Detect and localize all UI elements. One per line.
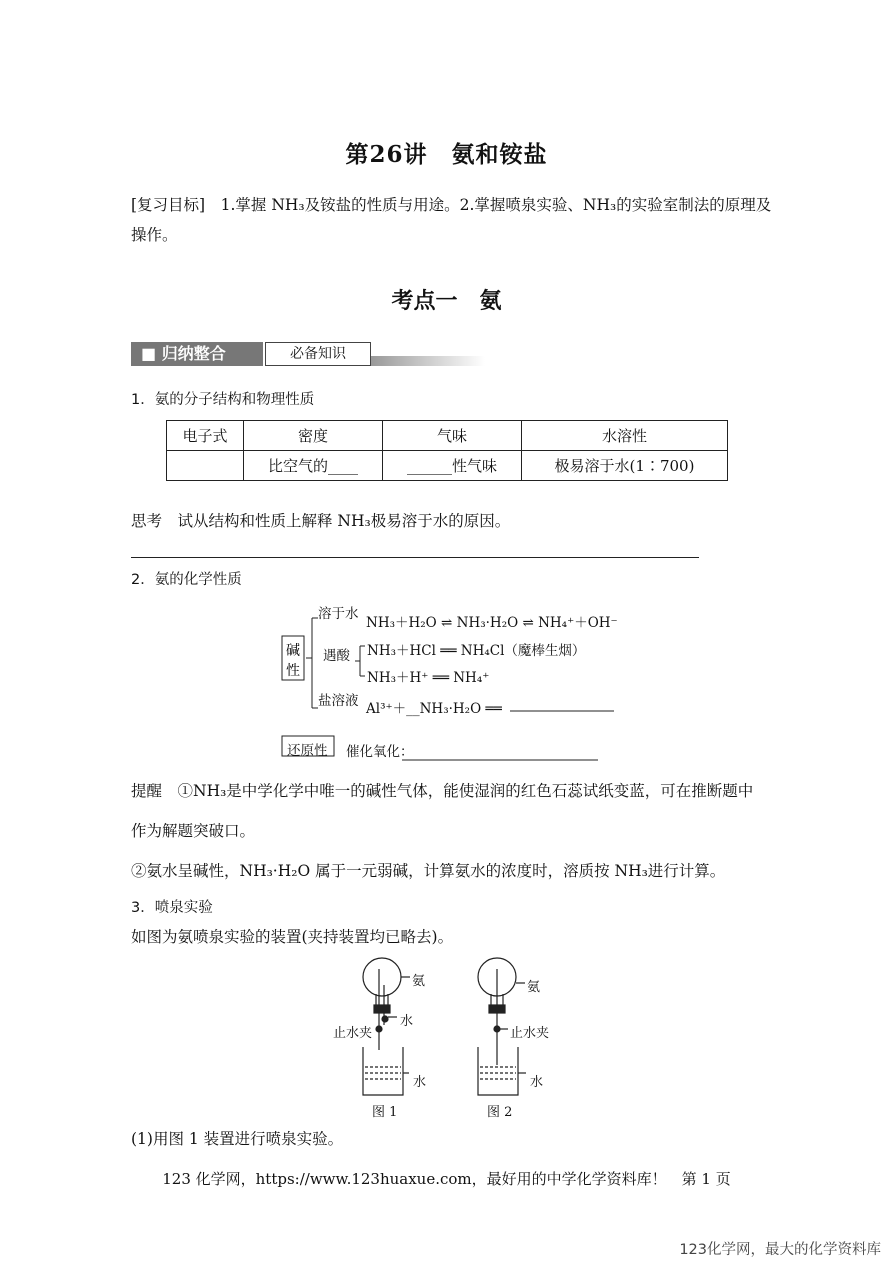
objective-line1	[131, 192, 771, 218]
page-footer: 123 化学网，https://www.123huaxue.com，最好用的中学化学资料库！ 第 1 页	[162, 1170, 731, 1188]
fig2-water-bottom-label: 水	[530, 1075, 544, 1090]
basic-char-1: 碱	[286, 643, 300, 659]
fig1-water-bottom-label: 水	[413, 1075, 427, 1090]
b3-label: 盐溶液	[318, 693, 359, 709]
page-title: 第26讲 氨和铵盐	[345, 141, 548, 168]
answer-line	[131, 557, 699, 558]
reducing-label: 还原性	[287, 743, 328, 759]
fig1-water-top-label: 水	[400, 1014, 414, 1029]
b2-label: 遇酸	[323, 648, 350, 664]
section-title: 考点一 氨	[391, 288, 502, 314]
td-density: 比空气的____	[244, 451, 383, 481]
item3-intro: 如图为氨喷泉实验的装置(夹持装置均已略去)。	[131, 928, 454, 946]
objective-text: 1.掌握 NH₃及铵盐的性质与用途。2.掌握喷泉实验、NH₃的实验室制法的原理及	[220, 196, 772, 214]
th-electron: 电子式	[167, 421, 244, 451]
banner-fade	[371, 356, 485, 366]
b2a-equation: NH₃＋HCl ══ NH₄Cl（魔棒生烟）	[367, 643, 586, 659]
item3-heading: 3．喷泉实验	[131, 900, 213, 916]
reminder-line1: 提醒 ①NH₃是中学化学中唯一的碱性气体，能使湿润的红色石蕊试纸变蓝，可在推断题中	[131, 782, 754, 800]
beaker-2	[478, 1047, 518, 1095]
think-text: 思考 试从结构和性质上解释 NH₃极易溶于水的原因。	[131, 512, 511, 530]
reminder-line3: ②氨水呈碱性，NH₃·H₂O 属于一元弱碱，计算氨水的浓度时，溶质按 NH₃进行计算。	[131, 862, 726, 880]
basic-char-2: 性	[286, 663, 300, 679]
b2b-equation: NH₃＋H⁺ ══ NH₄⁺	[367, 670, 490, 686]
td-odor: ______性气味	[383, 451, 522, 481]
section-banner	[131, 342, 485, 370]
flask-1	[363, 958, 401, 996]
beaker-1	[363, 1047, 403, 1095]
item1-heading: 1．氨的分子结构和物理性质	[131, 392, 315, 408]
th-density: 密度	[244, 421, 383, 451]
td-electron	[167, 451, 244, 481]
watermark: 123化学网，最大的化学资料库	[679, 1242, 881, 1258]
fig2-ammonia-label: 氨	[527, 980, 541, 995]
td-solubility: 极易溶于水(1∶700)	[522, 451, 728, 481]
item2-heading: 2．氨的化学性质	[131, 572, 242, 588]
objective-label: [复习目标]	[131, 196, 206, 214]
b3-equation: Al³⁺＋__NH₃·H₂O ══	[366, 701, 502, 717]
th-solubility: 水溶性	[522, 421, 728, 451]
fig1-caption: 图 1	[372, 1105, 398, 1120]
fig2-caption: 图 2	[487, 1105, 513, 1120]
reminder-line2: 作为解题突破口。	[131, 822, 256, 840]
fig2-clamp-label: 止水夹	[510, 1026, 550, 1041]
banner-left: ■ 归纳整合	[131, 342, 263, 366]
banner-right: 必备知识	[265, 342, 371, 366]
reducing-text: 催化氧化：	[346, 744, 414, 760]
b1-equation: NH₃＋H₂O ⇌ NH₃·H₂O ⇌ NH₄⁺＋OH⁻	[366, 615, 618, 631]
b1-label: 溶于水	[318, 606, 359, 622]
th-odor: 气味	[383, 421, 522, 451]
property-table	[166, 420, 728, 481]
fig1-ammonia-label: 氨	[412, 974, 426, 989]
objective-line2: 操作。	[131, 226, 178, 244]
fig1-clamp-label: 止水夹	[333, 1026, 373, 1041]
question-1: (1)用图 1 装置进行喷泉实验。	[131, 1130, 344, 1148]
